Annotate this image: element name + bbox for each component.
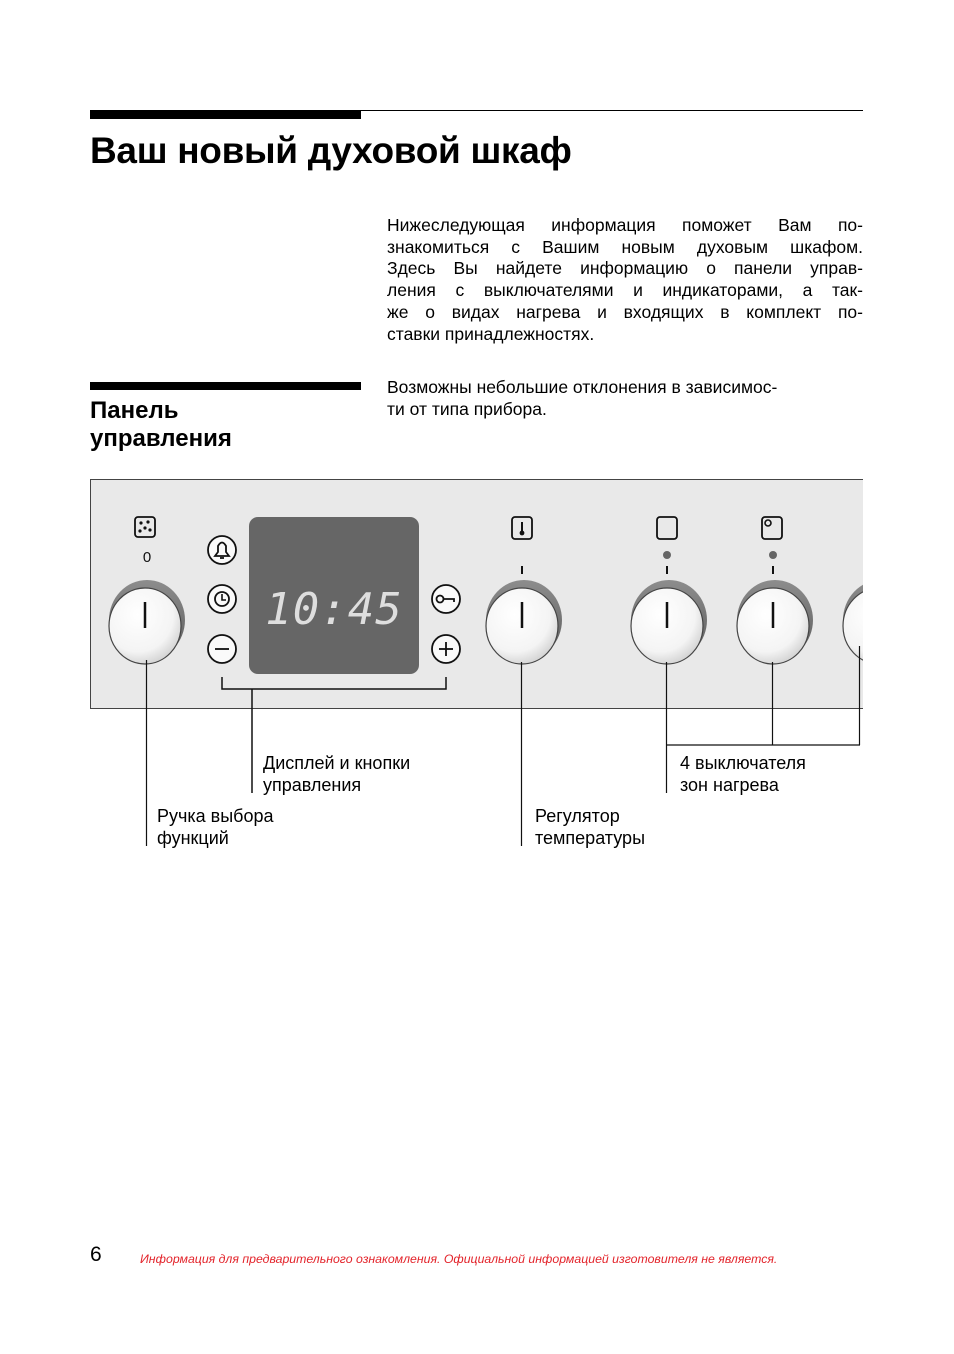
intro-line: Нижеследующая информация поможет Вам по-	[387, 215, 863, 235]
intro-line: ставки принадлежностях.	[387, 323, 595, 344]
display-bracket	[222, 677, 446, 689]
display-callout-label	[263, 752, 410, 796]
callout-text: Дисплей и кнопки	[263, 753, 411, 773]
page-title: Ваш новый духовой шкаф	[90, 130, 572, 171]
intro-line: знакомиться с Вашим новым духовым шкафом.	[387, 236, 863, 257]
temperature-knob	[486, 517, 562, 664]
heating-zone-knob-3	[843, 580, 863, 664]
callout-text: зон нагрева	[680, 775, 779, 795]
zones-callout-label	[680, 752, 806, 796]
section-heading	[90, 397, 232, 453]
alarm-button	[208, 536, 236, 564]
callout-text: функций	[157, 828, 229, 848]
intro-line: Здесь Вы найдете информацию о панели управ-	[387, 258, 863, 279]
intro-line: ления с выключателями и индикаторами, а так-	[387, 280, 863, 301]
intro-paragraph	[387, 215, 863, 345]
clock-button	[208, 585, 236, 613]
temperature-callout-label	[535, 805, 645, 849]
heating-zone-knob-1	[631, 517, 707, 664]
heating-zone-knob-2	[737, 517, 813, 664]
callout-text: температуры	[535, 828, 646, 848]
section-heading-line: управления	[90, 425, 232, 452]
callout-text: 4 выключателя	[680, 753, 806, 773]
variation-note	[387, 377, 863, 420]
callout-text: управления	[263, 775, 362, 795]
zone-indicator-light	[663, 551, 671, 559]
section-heading-line: Панель	[90, 397, 179, 424]
function-knob	[109, 517, 185, 664]
title-rule-thick	[90, 110, 361, 119]
intro-line: же о видах нагрева и входящих в комплект по-	[387, 301, 863, 322]
key-button	[432, 585, 460, 613]
section-rule	[90, 382, 361, 390]
note-line: ти от типа прибора.	[387, 398, 547, 419]
callout-text: Регулятор	[535, 806, 620, 826]
page-number: 6	[90, 1243, 102, 1266]
minus-button	[208, 635, 236, 663]
control-panel-drawing	[91, 480, 863, 709]
zone-rear-right-icon	[762, 517, 782, 539]
zone-indicator-light	[769, 551, 777, 559]
function-callout-label	[157, 805, 274, 849]
note-line: Возможны небольшие отклонения в зависимос-	[387, 377, 778, 397]
plus-button	[432, 635, 460, 663]
control-panel-illustration	[90, 479, 863, 709]
display-time: 10:45	[265, 584, 403, 635]
title-rule-thin	[361, 110, 863, 111]
callout-text: Ручка выбора	[157, 806, 274, 826]
footer-disclaimer: Информация для предварительного ознакомления. Официальной информацией изготовителя не является.	[140, 1252, 778, 1266]
function-zero-mark: 0	[142, 549, 152, 566]
